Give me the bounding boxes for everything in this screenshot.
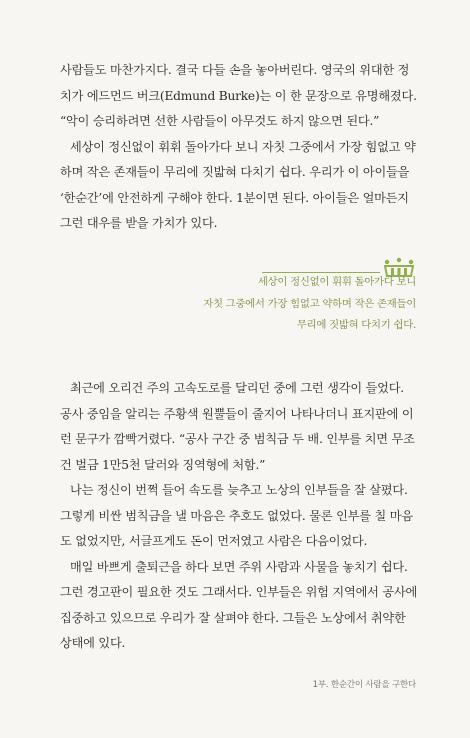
pull-quote-line: 세상이 정신없이 휘휘 돌아가다 보니 xyxy=(257,276,416,288)
pull-quote xyxy=(200,272,416,337)
paragraph: 세상이 정신없이 휘휘 돌아가다 보니 자칫 그중에서 가장 힘없고 약하며 작은 존재들이 무리에 짓밟혀 다치기 쉽다. 우리가 이 아이들을 ‘한순간’에 안전하게 구해야 한다. 1분이면 된다. 아이들은 얼마든지 그런 대우를 받을 가치가 있다. xyxy=(60,139,416,230)
paragraph: 최근에 오리건 주의 고속도로를 달리던 중에 그런 생각이 들었다. 공사 중임을 알리는 주황색 원뿔들이 줄지어 나타나더니 표지판에 이런 문구가 깜빡거렸다. “공사 구간 중 범칙금 두 배. 인부를 치면 무조건 벌금 1만5천 달러와 징역형에 처함.” xyxy=(60,381,415,472)
paragraph: 사람들도 마찬가지다. 결국 다들 손을 놓아버린다. 영국의 위대한 정치가 에드먼드 버크(Edmund Burke)는 이 한 문장으로 유명해졌다. “악이 승리하려면 선한 사람들이 아무것도 하지 않으면 된다.” xyxy=(60,63,417,128)
paragraph: 나는 정신이 번쩍 들어 속도를 늦추고 노상의 인부들을 잘 살폈다. 그렇게 비싼 범칙금을 낼 마음은 추호도 없었다. 물론 인부를 칠 마음도 없었지만, 서글프게도 돈이 먼저였고 사람은 다음이었다. xyxy=(60,483,413,548)
body-text-bottom xyxy=(60,376,418,657)
paragraph: 매일 바쁘게 출퇴근을 하다 보면 주위 사람과 사물을 놓치기 쉽다. 그런 경고판이 필요한 것도 그래서다. 인부들은 위험 지역에서 공사에 집중하고 있으므로 우리가 잘 살펴야 한다. 그들은 노상에서 취약한 상태에 있다. xyxy=(60,559,418,650)
pull-quote-line: 무리에 짓밟혀 다치기 쉽다. xyxy=(296,319,416,331)
body-text-top xyxy=(60,58,418,237)
running-footer: 1부. 한순간이 사람을 구한다 xyxy=(312,680,416,690)
pull-quote-line: 자칫 그중에서 가장 힘없고 약하며 작은 존재들이 xyxy=(203,297,416,310)
